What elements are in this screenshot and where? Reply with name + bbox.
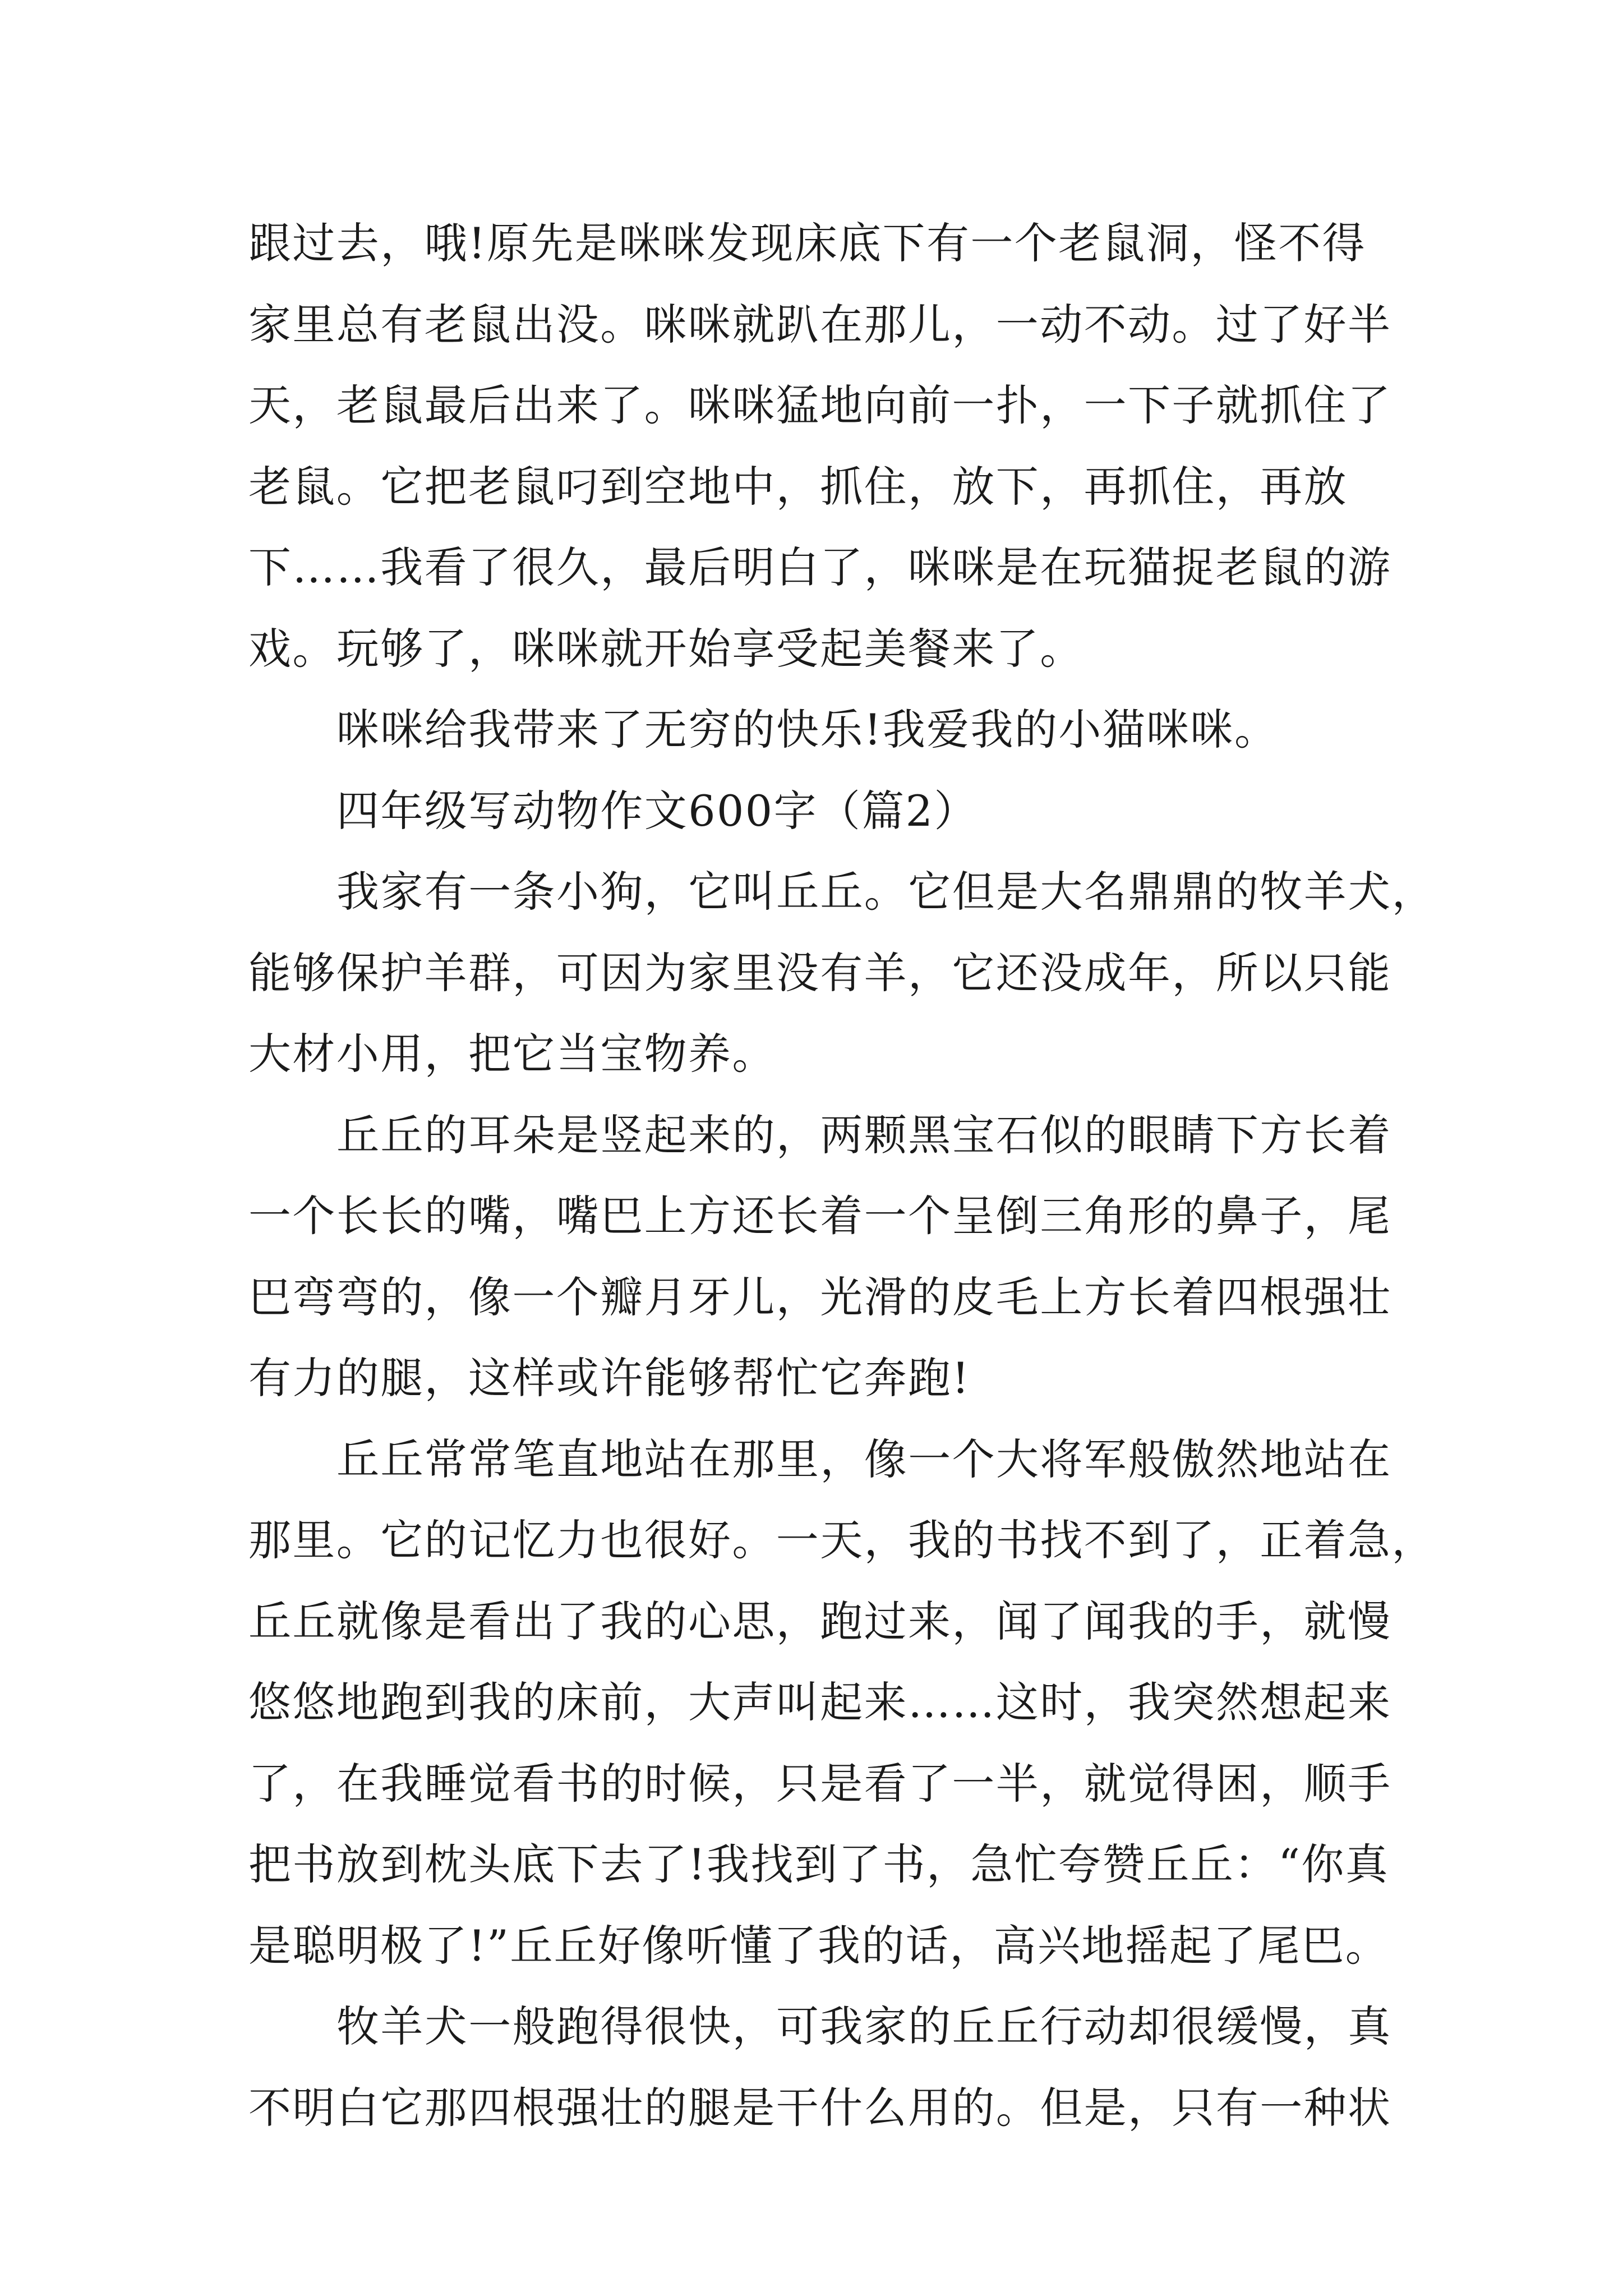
- text-line: 一个长长的嘴，嘴巴上方还长着一个呈倒三角形的鼻子，尾: [248, 1191, 1392, 1241]
- text-line: 家里总有老鼠出没。咪咪就趴在那儿，一动不动。过了好半: [248, 299, 1392, 349]
- text-line: 牧羊犬一般跑得很快，可我家的丘丘行动却很缓慢，真: [336, 2001, 1392, 2051]
- text-line: 跟过去，哦!原先是咪咪发现床底下有一个老鼠洞，怪不得: [248, 218, 1366, 268]
- text-line: 丘丘就像是看出了我的心思，跑过来，闻了闻我的手，就慢: [248, 1596, 1392, 1646]
- text-line: 咪咪给我带来了无穷的快乐!我爱我的小猫咪咪。: [336, 705, 1279, 754]
- text-line: 大材小用，把它当宝物养。: [248, 1029, 776, 1079]
- text-line: 了，在我睡觉看书的时候，只是看了一半，就觉得困，顺手: [248, 1758, 1392, 1809]
- text-line: 巴弯弯的，像一个瓣月牙儿，光滑的皮毛上方长着四根强壮: [248, 1272, 1392, 1322]
- text-line: 不明白它那四根强壮的腿是干什么用的。但是，只有一种状: [248, 2082, 1392, 2133]
- text-line: 把书放到枕头底下去了!我找到了书，急忙夸赞丘丘：“你真: [248, 1839, 1390, 1889]
- text-line: 那里。它的记忆力也很好。一天，我的书找不到了，正着急，: [248, 1515, 1436, 1565]
- text-line: 悠悠地跑到我的床前，大声叫起来……这时，我突然想起来: [248, 1677, 1392, 1727]
- text-line: 我家有一条小狗，它叫丘丘。它但是大名鼎鼎的牧羊犬，: [336, 867, 1436, 917]
- text-line: 能够保护羊群，可因为家里没有羊，它还没成年，所以只能: [248, 947, 1392, 998]
- text-line: 天，老鼠最后出来了。咪咪猛地向前一扑，一下子就抓住了: [248, 380, 1392, 430]
- text-line: 丘丘常常笔直地站在那里，像一个大将军般傲然地站在: [336, 1434, 1392, 1484]
- text-line: 有力的腿，这样或许能够帮忙它奔跑!: [248, 1353, 971, 1403]
- section-heading: 四年级写动物作文600字（篇2）: [336, 785, 978, 836]
- text-line: 老鼠。它把老鼠叼到空地中，抓住，放下，再抓住，再放: [248, 461, 1348, 512]
- text-line: 戏。玩够了，咪咪就开始享受起美餐来了。: [248, 623, 1084, 674]
- body-text: [248, 203, 1436, 2148]
- text-line: 是聪明极了!”丘丘好像听懂了我的话，高兴地摇起了尾巴。: [248, 1920, 1390, 1971]
- text-line: 下……我看了很久，最后明白了，咪咪是在玩猫捉老鼠的游: [248, 542, 1392, 592]
- text-line: 丘丘的耳朵是竖起来的，两颗黑宝石似的眼睛下方长着: [336, 1110, 1392, 1160]
